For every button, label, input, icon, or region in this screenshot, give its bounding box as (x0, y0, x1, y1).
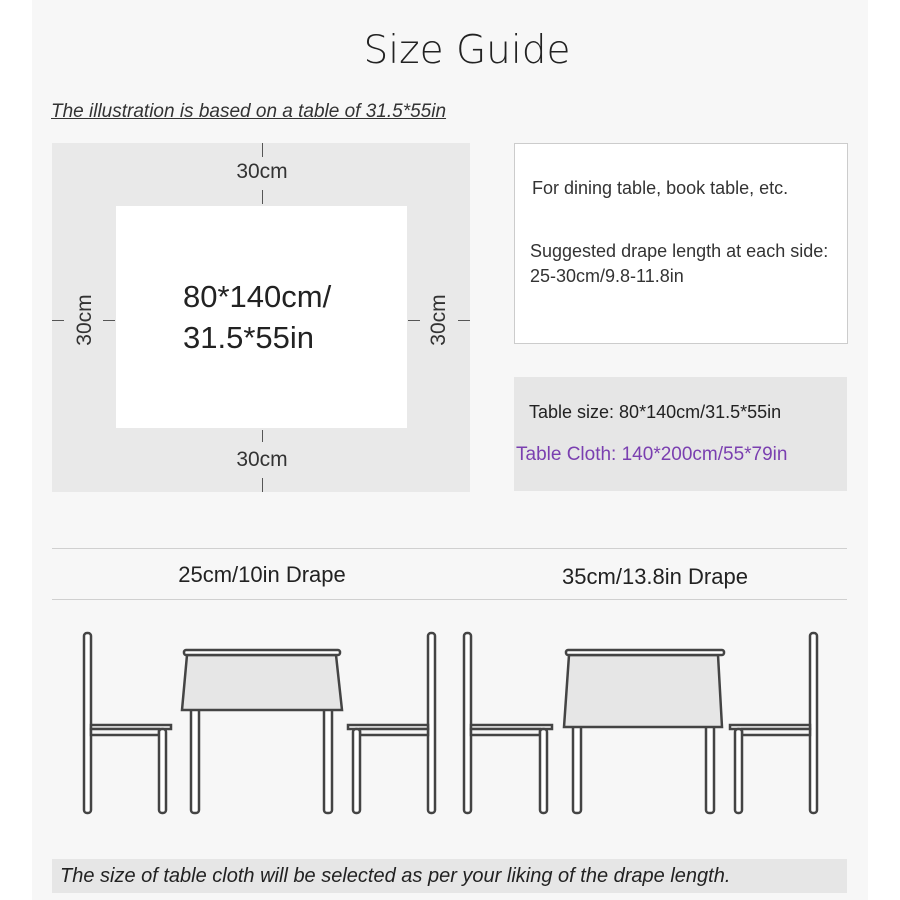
table-35-drape (564, 650, 724, 813)
drape-label-35: 35cm/13.8in Drape (562, 564, 748, 589)
table-size-text: Table size: 80*140cm/31.5*55in (529, 402, 782, 422)
subtitle: The illustration is based on a table of 31.5*55in (51, 101, 447, 122)
table-25-drape (182, 650, 342, 813)
usage-text: For dining table, book table, etc. (532, 178, 789, 198)
dim-top: 30cm (236, 160, 288, 183)
dim-right: 30cm (427, 294, 450, 346)
chair-left-2 (348, 633, 435, 813)
chair-left-1 (84, 633, 171, 813)
drape-label-25: 25cm/10in Drape (178, 562, 346, 587)
chair-right-1 (464, 633, 552, 813)
footer-text: The size of table cloth will be selected as per your liking of the drape length. (60, 865, 731, 887)
table-size-cm: 80*140cm/ (183, 279, 332, 314)
page-title: Size Guide (363, 28, 571, 73)
footer-note (52, 859, 847, 893)
table-cloth-text: Table Cloth: 140*200cm/55*79in (516, 444, 788, 465)
dim-left: 30cm (73, 294, 96, 346)
chair-right-2 (730, 633, 817, 813)
dim-bottom: 30cm (236, 448, 288, 471)
drape-suggestion-text: Suggested drape length at each side: 25-30cm/9.8-11.8in (530, 241, 829, 286)
table-size-in: 31.5*55in (183, 320, 315, 355)
